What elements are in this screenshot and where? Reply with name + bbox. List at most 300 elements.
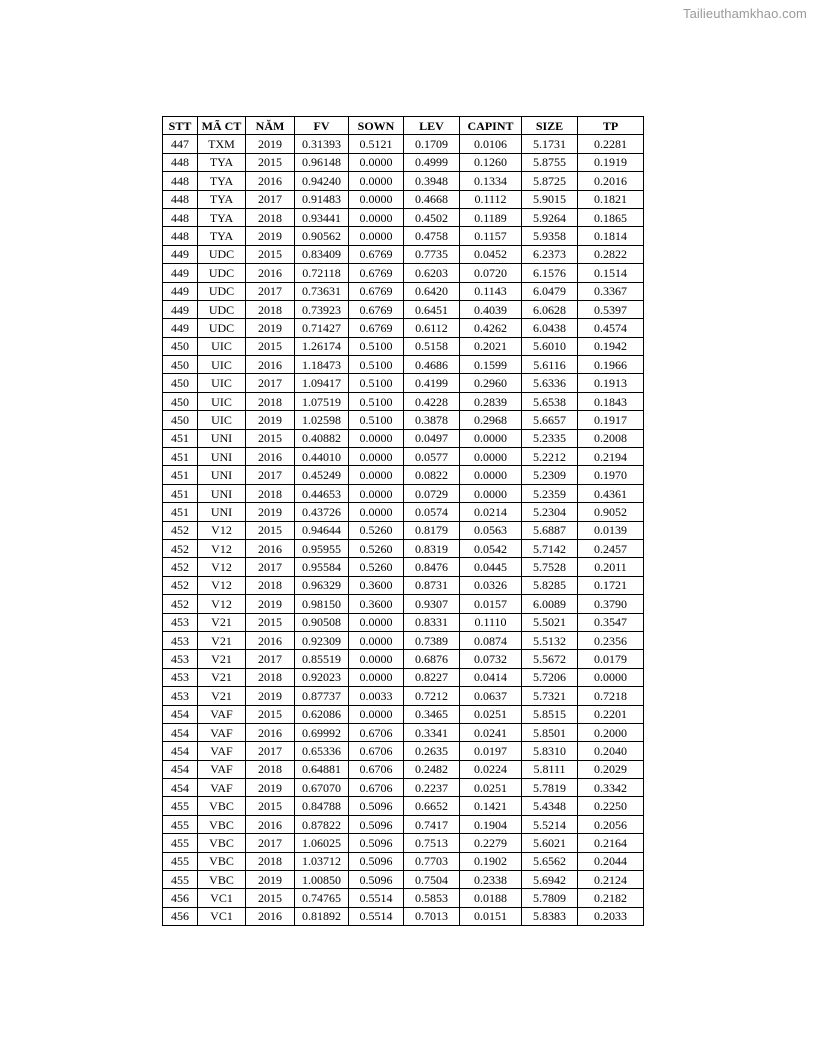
cell-stt: 452: [163, 576, 198, 594]
cell-stt: 455: [163, 797, 198, 815]
cell-tp: 0.1843: [578, 392, 644, 410]
cell-size: 5.7809: [522, 889, 578, 907]
column-header-nam: NĂM: [246, 117, 295, 135]
cell-size: 5.8111: [522, 760, 578, 778]
cell-tp: 0.2250: [578, 797, 644, 815]
cell-capint: 0.0224: [460, 760, 522, 778]
cell-size: 5.6021: [522, 834, 578, 852]
cell-capint: 0.1110: [460, 613, 522, 631]
cell-size: 5.7819: [522, 779, 578, 797]
cell-fv: 0.71427: [295, 319, 349, 337]
table-row: [163, 392, 644, 410]
cell-ma-ct: V21: [198, 613, 246, 631]
cell-tp: 0.1865: [578, 208, 644, 226]
cell-lev: 0.8319: [404, 539, 460, 557]
cell-capint: 0.0157: [460, 595, 522, 613]
cell-nam: 2016: [246, 631, 295, 649]
cell-capint: 0.2279: [460, 834, 522, 852]
cell-fv: 0.96148: [295, 153, 349, 171]
cell-size: 5.2309: [522, 466, 578, 484]
cell-size: 6.0479: [522, 282, 578, 300]
table-row: [163, 595, 644, 613]
cell-stt: 448: [163, 208, 198, 226]
cell-stt: 454: [163, 742, 198, 760]
cell-sown: 0.0000: [349, 484, 404, 502]
cell-ma-ct: VBC: [198, 815, 246, 833]
table-row: [163, 834, 644, 852]
cell-tp: 0.2201: [578, 705, 644, 723]
cell-nam: 2015: [246, 153, 295, 171]
table-row: [163, 889, 644, 907]
cell-ma-ct: TXM: [198, 135, 246, 153]
cell-size: 5.6538: [522, 392, 578, 410]
cell-lev: 0.3948: [404, 172, 460, 190]
cell-sown: 0.0000: [349, 448, 404, 466]
table-header-row: [163, 117, 644, 135]
cell-size: 5.9015: [522, 190, 578, 208]
cell-sown: 0.5121: [349, 135, 404, 153]
cell-lev: 0.0497: [404, 429, 460, 447]
cell-size: 5.6942: [522, 871, 578, 889]
cell-nam: 2018: [246, 576, 295, 594]
cell-capint: 0.0720: [460, 264, 522, 282]
cell-nam: 2018: [246, 208, 295, 226]
cell-ma-ct: TYA: [198, 190, 246, 208]
cell-capint: 0.0241: [460, 723, 522, 741]
cell-tp: 0.0139: [578, 521, 644, 539]
cell-fv: 0.67070: [295, 779, 349, 797]
cell-sown: 0.0000: [349, 208, 404, 226]
cell-stt: 448: [163, 153, 198, 171]
cell-ma-ct: UNI: [198, 503, 246, 521]
cell-lev: 0.2237: [404, 779, 460, 797]
cell-nam: 2016: [246, 723, 295, 741]
cell-size: 5.8310: [522, 742, 578, 760]
cell-ma-ct: VBC: [198, 797, 246, 815]
cell-fv: 0.74765: [295, 889, 349, 907]
cell-size: 5.7321: [522, 687, 578, 705]
cell-stt: 454: [163, 705, 198, 723]
cell-capint: 0.2960: [460, 374, 522, 392]
cell-tp: 0.2356: [578, 631, 644, 649]
cell-stt: 454: [163, 723, 198, 741]
cell-size: 5.7142: [522, 539, 578, 557]
table-row: [163, 135, 644, 153]
cell-size: 5.9358: [522, 227, 578, 245]
cell-sown: 0.0033: [349, 687, 404, 705]
cell-sown: 0.0000: [349, 190, 404, 208]
cell-lev: 0.0729: [404, 484, 460, 502]
cell-nam: 2019: [246, 135, 295, 153]
cell-size: 5.8755: [522, 153, 578, 171]
cell-sown: 0.6769: [349, 282, 404, 300]
cell-size: 5.2304: [522, 503, 578, 521]
cell-lev: 0.4999: [404, 153, 460, 171]
cell-ma-ct: V21: [198, 687, 246, 705]
cell-fv: 0.64881: [295, 760, 349, 778]
cell-lev: 0.6652: [404, 797, 460, 815]
cell-fv: 1.00850: [295, 871, 349, 889]
cell-ma-ct: V12: [198, 576, 246, 594]
cell-lev: 0.7735: [404, 245, 460, 263]
cell-lev: 0.4686: [404, 356, 460, 374]
cell-tp: 0.1919: [578, 153, 644, 171]
column-header-lev: LEV: [404, 117, 460, 135]
cell-fv: 1.26174: [295, 337, 349, 355]
cell-capint: 0.0414: [460, 668, 522, 686]
table-body: [163, 135, 644, 926]
cell-sown: 0.0000: [349, 172, 404, 190]
cell-fv: 0.62086: [295, 705, 349, 723]
cell-stt: 451: [163, 448, 198, 466]
cell-size: 5.8501: [522, 723, 578, 741]
cell-ma-ct: TYA: [198, 153, 246, 171]
cell-lev: 0.7513: [404, 834, 460, 852]
column-header-capint: CAPINT: [460, 117, 522, 135]
cell-nam: 2018: [246, 300, 295, 318]
cell-capint: 0.1157: [460, 227, 522, 245]
table-row: [163, 521, 644, 539]
table-row: [163, 650, 644, 668]
table-row: [163, 668, 644, 686]
cell-sown: 0.0000: [349, 613, 404, 631]
cell-sown: 0.0000: [349, 631, 404, 649]
cell-nam: 2019: [246, 595, 295, 613]
cell-nam: 2017: [246, 834, 295, 852]
cell-nam: 2019: [246, 871, 295, 889]
cell-size: 5.2212: [522, 448, 578, 466]
cell-lev: 0.1709: [404, 135, 460, 153]
cell-stt: 448: [163, 172, 198, 190]
cell-stt: 455: [163, 834, 198, 852]
cell-fv: 1.09417: [295, 374, 349, 392]
cell-stt: 449: [163, 245, 198, 263]
cell-tp: 0.0000: [578, 668, 644, 686]
cell-lev: 0.6451: [404, 300, 460, 318]
cell-stt: 450: [163, 374, 198, 392]
cell-size: 5.8515: [522, 705, 578, 723]
table-row: [163, 466, 644, 484]
table-row: [163, 613, 644, 631]
cell-tp: 0.2281: [578, 135, 644, 153]
table-row: [163, 687, 644, 705]
cell-capint: 0.1902: [460, 852, 522, 870]
cell-ma-ct: UNI: [198, 484, 246, 502]
cell-fv: 0.94240: [295, 172, 349, 190]
cell-lev: 0.3878: [404, 411, 460, 429]
cell-ma-ct: UNI: [198, 448, 246, 466]
cell-tp: 0.2044: [578, 852, 644, 870]
cell-capint: 0.1189: [460, 208, 522, 226]
table-row: [163, 815, 644, 833]
cell-stt: 452: [163, 595, 198, 613]
table-row: [163, 852, 644, 870]
cell-ma-ct: VAF: [198, 723, 246, 741]
cell-nam: 2016: [246, 448, 295, 466]
cell-sown: 0.5100: [349, 374, 404, 392]
cell-lev: 0.6876: [404, 650, 460, 668]
cell-tp: 0.2033: [578, 907, 644, 925]
cell-fv: 0.65336: [295, 742, 349, 760]
table-row: [163, 374, 644, 392]
cell-stt: 453: [163, 631, 198, 649]
cell-nam: 2019: [246, 779, 295, 797]
cell-lev: 0.5158: [404, 337, 460, 355]
cell-lev: 0.4502: [404, 208, 460, 226]
cell-ma-ct: UIC: [198, 337, 246, 355]
table-row: [163, 172, 644, 190]
cell-tp: 0.4574: [578, 319, 644, 337]
cell-size: 6.2373: [522, 245, 578, 263]
cell-fv: 0.45249: [295, 466, 349, 484]
cell-stt: 455: [163, 815, 198, 833]
cell-nam: 2017: [246, 190, 295, 208]
cell-ma-ct: UDC: [198, 264, 246, 282]
cell-stt: 453: [163, 613, 198, 631]
cell-size: 5.8285: [522, 576, 578, 594]
cell-size: 6.0628: [522, 300, 578, 318]
cell-tp: 0.2457: [578, 539, 644, 557]
table-row: [163, 300, 644, 318]
cell-sown: 0.5260: [349, 539, 404, 557]
cell-nam: 2015: [246, 521, 295, 539]
cell-lev: 0.7013: [404, 907, 460, 925]
cell-nam: 2015: [246, 613, 295, 631]
table-row: [163, 742, 644, 760]
cell-sown: 0.0000: [349, 503, 404, 521]
cell-tp: 0.2011: [578, 558, 644, 576]
column-header-ma-ct: MÃ CT: [198, 117, 246, 135]
cell-sown: 0.5100: [349, 356, 404, 374]
cell-lev: 0.7504: [404, 871, 460, 889]
cell-ma-ct: VAF: [198, 779, 246, 797]
cell-fv: 0.94644: [295, 521, 349, 539]
cell-ma-ct: UNI: [198, 429, 246, 447]
cell-stt: 452: [163, 558, 198, 576]
cell-sown: 0.5514: [349, 907, 404, 925]
cell-fv: 0.31393: [295, 135, 349, 153]
cell-tp: 0.3367: [578, 282, 644, 300]
cell-capint: 0.0251: [460, 779, 522, 797]
cell-nam: 2017: [246, 282, 295, 300]
cell-tp: 0.1970: [578, 466, 644, 484]
cell-capint: 0.1421: [460, 797, 522, 815]
cell-capint: 0.0326: [460, 576, 522, 594]
cell-stt: 455: [163, 852, 198, 870]
cell-nam: 2016: [246, 815, 295, 833]
cell-fv: 0.73631: [295, 282, 349, 300]
cell-capint: 0.1334: [460, 172, 522, 190]
cell-ma-ct: UDC: [198, 282, 246, 300]
cell-sown: 0.0000: [349, 466, 404, 484]
cell-stt: 454: [163, 779, 198, 797]
cell-sown: 0.5096: [349, 815, 404, 833]
cell-lev: 0.8227: [404, 668, 460, 686]
cell-sown: 0.0000: [349, 668, 404, 686]
cell-sown: 0.0000: [349, 429, 404, 447]
cell-stt: 452: [163, 539, 198, 557]
cell-capint: 0.2839: [460, 392, 522, 410]
cell-ma-ct: VAF: [198, 760, 246, 778]
cell-ma-ct: TYA: [198, 172, 246, 190]
cell-sown: 0.5096: [349, 871, 404, 889]
cell-ma-ct: V21: [198, 650, 246, 668]
table-row: [163, 429, 644, 447]
cell-nam: 2015: [246, 337, 295, 355]
cell-fv: 0.98150: [295, 595, 349, 613]
column-header-tp: TP: [578, 117, 644, 135]
cell-tp: 0.2000: [578, 723, 644, 741]
data-table: [162, 116, 644, 926]
table-row: [163, 484, 644, 502]
cell-fv: 1.03712: [295, 852, 349, 870]
table-row: [163, 705, 644, 723]
cell-lev: 0.2482: [404, 760, 460, 778]
cell-nam: 2017: [246, 374, 295, 392]
cell-size: 5.5214: [522, 815, 578, 833]
cell-size: 5.6562: [522, 852, 578, 870]
cell-capint: 0.0452: [460, 245, 522, 263]
cell-lev: 0.6112: [404, 319, 460, 337]
cell-tp: 0.1913: [578, 374, 644, 392]
cell-tp: 0.1721: [578, 576, 644, 594]
cell-nam: 2018: [246, 760, 295, 778]
cell-fv: 0.93441: [295, 208, 349, 226]
column-header-stt: STT: [163, 117, 198, 135]
table-row: [163, 503, 644, 521]
cell-stt: 451: [163, 429, 198, 447]
cell-lev: 0.6203: [404, 264, 460, 282]
cell-sown: 0.3600: [349, 576, 404, 594]
cell-fv: 1.06025: [295, 834, 349, 852]
cell-capint: 0.1904: [460, 815, 522, 833]
cell-nam: 2017: [246, 742, 295, 760]
cell-tp: 0.2029: [578, 760, 644, 778]
cell-size: 5.5672: [522, 650, 578, 668]
cell-ma-ct: UDC: [198, 319, 246, 337]
cell-capint: 0.0000: [460, 429, 522, 447]
cell-tp: 0.7218: [578, 687, 644, 705]
cell-tp: 0.3342: [578, 779, 644, 797]
cell-lev: 0.6420: [404, 282, 460, 300]
table-row: [163, 208, 644, 226]
cell-sown: 0.5514: [349, 889, 404, 907]
cell-nam: 2015: [246, 705, 295, 723]
table-row: [163, 448, 644, 466]
table-row: [163, 227, 644, 245]
cell-lev: 0.4199: [404, 374, 460, 392]
cell-size: 5.6336: [522, 374, 578, 392]
cell-sown: 0.5100: [349, 337, 404, 355]
cell-sown: 0.6706: [349, 723, 404, 741]
cell-capint: 0.0197: [460, 742, 522, 760]
cell-ma-ct: UIC: [198, 374, 246, 392]
cell-nam: 2019: [246, 319, 295, 337]
cell-capint: 0.0637: [460, 687, 522, 705]
cell-stt: 451: [163, 466, 198, 484]
cell-ma-ct: UDC: [198, 300, 246, 318]
cell-capint: 0.0563: [460, 521, 522, 539]
cell-capint: 0.0000: [460, 466, 522, 484]
cell-capint: 0.2021: [460, 337, 522, 355]
cell-fv: 0.90562: [295, 227, 349, 245]
cell-ma-ct: V12: [198, 558, 246, 576]
cell-tp: 0.1942: [578, 337, 644, 355]
cell-fv: 0.87822: [295, 815, 349, 833]
cell-sown: 0.0000: [349, 705, 404, 723]
cell-nam: 2015: [246, 245, 295, 263]
cell-stt: 448: [163, 227, 198, 245]
cell-lev: 0.7212: [404, 687, 460, 705]
cell-nam: 2018: [246, 668, 295, 686]
cell-tp: 0.0179: [578, 650, 644, 668]
table-row: [163, 337, 644, 355]
cell-nam: 2019: [246, 503, 295, 521]
cell-size: 5.8725: [522, 172, 578, 190]
cell-nam: 2019: [246, 411, 295, 429]
cell-nam: 2019: [246, 227, 295, 245]
cell-tp: 0.3790: [578, 595, 644, 613]
cell-lev: 0.8476: [404, 558, 460, 576]
cell-sown: 0.6769: [349, 245, 404, 263]
table-row: [163, 319, 644, 337]
cell-stt: 449: [163, 264, 198, 282]
cell-size: 5.5021: [522, 613, 578, 631]
cell-fv: 0.73923: [295, 300, 349, 318]
cell-lev: 0.4668: [404, 190, 460, 208]
cell-size: 5.9264: [522, 208, 578, 226]
cell-fv: 0.44653: [295, 484, 349, 502]
cell-stt: 448: [163, 190, 198, 208]
cell-size: 5.6010: [522, 337, 578, 355]
cell-nam: 2018: [246, 484, 295, 502]
cell-ma-ct: UDC: [198, 245, 246, 263]
table-row: [163, 871, 644, 889]
cell-lev: 0.2635: [404, 742, 460, 760]
cell-stt: 449: [163, 282, 198, 300]
cell-stt: 450: [163, 337, 198, 355]
cell-tp: 0.5397: [578, 300, 644, 318]
cell-ma-ct: UIC: [198, 411, 246, 429]
cell-fv: 0.44010: [295, 448, 349, 466]
table-row: [163, 576, 644, 594]
cell-sown: 0.5260: [349, 558, 404, 576]
cell-ma-ct: VC1: [198, 907, 246, 925]
cell-capint: 0.1143: [460, 282, 522, 300]
cell-tp: 0.2164: [578, 834, 644, 852]
cell-stt: 452: [163, 521, 198, 539]
cell-fv: 0.43726: [295, 503, 349, 521]
cell-lev: 0.9307: [404, 595, 460, 613]
cell-tp: 0.1514: [578, 264, 644, 282]
cell-sown: 0.5260: [349, 521, 404, 539]
cell-size: 5.2335: [522, 429, 578, 447]
table-row: [163, 760, 644, 778]
cell-nam: 2018: [246, 852, 295, 870]
cell-lev: 0.0822: [404, 466, 460, 484]
cell-stt: 455: [163, 871, 198, 889]
cell-size: 5.4348: [522, 797, 578, 815]
cell-fv: 0.91483: [295, 190, 349, 208]
cell-fv: 0.85519: [295, 650, 349, 668]
cell-fv: 0.96329: [295, 576, 349, 594]
cell-capint: 0.0542: [460, 539, 522, 557]
cell-tp: 0.2194: [578, 448, 644, 466]
cell-tp: 0.1814: [578, 227, 644, 245]
table-row: [163, 264, 644, 282]
cell-tp: 0.1821: [578, 190, 644, 208]
cell-fv: 0.84788: [295, 797, 349, 815]
